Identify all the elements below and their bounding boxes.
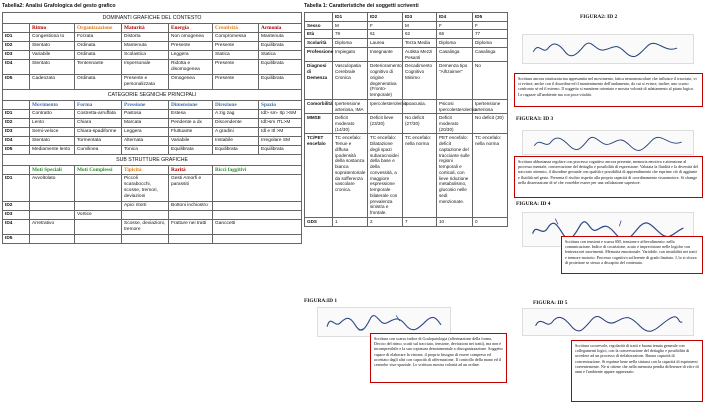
header-row-dominanti <box>3 23 302 33</box>
table-row <box>305 134 508 217</box>
figure-id3-handwriting <box>522 130 694 155</box>
figure-id2-handwriting <box>522 34 694 64</box>
column-header: Ricci faggitivi <box>213 165 302 175</box>
table-cell: Variabile <box>169 137 213 146</box>
row-id: ID5 <box>3 146 30 155</box>
column-header: ID3 <box>403 13 437 22</box>
table-cell: Psicosi Ipercolesterolemia <box>437 99 473 113</box>
table-cell: Autista Mezzi Pesanti <box>403 47 437 61</box>
column-header: Maturità <box>122 23 169 33</box>
table-cell: Stentato <box>30 137 75 146</box>
column-header: Moti Speciali <box>30 165 75 175</box>
table-cell: Deterioramento cognitivo di origine degenerativa (Fronto-temporale) <box>368 62 403 99</box>
table-cell: Vasculopatia Cerebrale Cronica <box>333 62 368 99</box>
table-cell: Equilibrata <box>169 146 213 155</box>
column-header: Tipicità <box>122 165 169 175</box>
table-cell: Laurea <box>368 39 403 48</box>
figure-id2-title: FIGURA2: ID 2 <box>580 14 618 20</box>
table-cell <box>75 202 122 211</box>
table-cell: 1 <box>333 217 368 226</box>
table1-subject-characteristics <box>304 12 508 227</box>
figure-id5-handwriting <box>522 308 694 336</box>
table-cell: Deficit lieve (23/30) <box>368 114 403 134</box>
column-header: Spazio <box>259 100 302 110</box>
table-cell: Ordinata <box>75 75 122 90</box>
row-id: ID4 <box>3 137 30 146</box>
table-cell: Marcata <box>122 119 169 128</box>
row-id: ID5 <box>3 75 30 90</box>
table-cell: Presente <box>213 75 259 90</box>
table-cell: Casalinga <box>437 47 473 61</box>
table-cell: Congestiona to <box>30 33 75 42</box>
row-label: MMSE <box>305 114 333 134</box>
table-row <box>305 99 508 113</box>
table-cell: Impiegato <box>333 47 368 61</box>
table-row <box>3 110 302 119</box>
table-cell: Piccoli scarabocchi, scosse, tremori, deviazioni <box>122 175 169 202</box>
figure-id4-note: Scrittura con tensioni e scarsa SM, tensione e affievolimento: nella comunicazione. Indice di costrizione, acuto e imprecisione nelle logiche con lentezza nei movimenti. Memoria emozionale. Variabile, con instabilità nei tratti e tremore motorio. Processo cognitivo sofferente di grado limitato. L'io si sforza di proiettare se stesso a discapito del contenuto. <box>561 236 703 274</box>
table-cell: Avvoltolato <box>30 175 75 202</box>
table-cell: Omogenea <box>169 75 213 90</box>
table-cell: Instabile <box>213 137 259 146</box>
table-cell: Tormentata <box>75 137 122 146</box>
table-cell: Cadenzato <box>30 75 75 90</box>
table-cell: Equilibrata <box>259 60 302 75</box>
table-cell: 10 <box>437 217 473 226</box>
column-header: Pressione <box>122 100 169 110</box>
table-cell: Fratture nei tratti <box>169 220 213 235</box>
table-cell: Vortice <box>75 211 122 220</box>
table-row <box>3 146 302 155</box>
table-row <box>3 119 302 128</box>
table-cell: 79 <box>333 30 368 39</box>
table-cell: Decadimento Cognitivo Minimo <box>403 62 437 99</box>
table-cell: Presente <box>213 42 259 51</box>
table2-title: Tabella2: Analisi Grafologica del gesto grafico <box>2 3 116 9</box>
table-cell: Deficit moderato (20/30) <box>437 114 473 134</box>
table-cell: F <box>473 21 508 30</box>
row-label: Professione <box>305 47 333 61</box>
table-row <box>3 51 302 60</box>
section-sub-strutture <box>3 155 302 166</box>
section-dominanti <box>3 13 302 24</box>
table-row <box>305 39 508 48</box>
column-header: Rarità <box>169 165 213 175</box>
figure-id1-title: FIGURA:ID 1 <box>304 298 338 304</box>
table1-title: Tabella 1: Caratteristiche dei soggetti scriventi <box>304 3 419 9</box>
table-cell: Leggera <box>122 128 169 137</box>
figure-id3-note: Scrittura abbastanza regolare con processo cognitivo ancora presente, memoria emotiva e attenzione al processo mentale, conservazione del dettaglio e possibilità di espressione. Valutata la fluidità e la diversità del tracciato ottenuto, il disordine gestuale con qualità e possibilità di apprendimento che esprime ciò di aggiunte e fluidità nel gesto. Presenta il rischio rispetto alla propria capacità di coordinamento visuomotore. Si sfrange nella dissertazione di sé che vorrebbe essere per una validazione superiore. <box>514 156 703 198</box>
row-label: Diagnosi di Demenza <box>305 62 333 99</box>
table-cell: Contratto <box>30 110 75 119</box>
row-label: Comorbilità <box>305 99 333 113</box>
row-id: ID1 <box>3 33 30 42</box>
table-cell: TC encefalo: nella norma <box>403 134 437 217</box>
table-cell: Curvilinea <box>75 146 122 155</box>
table-cell: Semi-veloce <box>30 128 75 137</box>
column-header: Organizzazione <box>75 23 122 33</box>
column-header: ID2 <box>368 13 403 22</box>
table-cell: Non omogenea <box>169 33 213 42</box>
table-cell: Stentato <box>30 60 75 75</box>
table-cell: Idl> sm- Itp >SM <box>259 110 302 119</box>
table-row <box>305 114 508 134</box>
table-cell: Mediamente lento <box>30 146 75 155</box>
table-cell: PET encefalo: deficit captazione del tracciante sulle regioni temporali e corticali, con lieve riduzione metabolismo, glucosio nelle sedi menzionate. <box>437 134 473 217</box>
column-header: Dimensione <box>169 100 213 110</box>
table-cell: 77 <box>473 30 508 39</box>
table-cell: F <box>437 21 473 30</box>
table-cell: F <box>368 21 403 30</box>
table-cell: Chiara <box>75 119 122 128</box>
header-blank <box>3 23 30 33</box>
figure-id4-title: FIGURA: ID 4 <box>516 201 551 207</box>
table-cell: Casalinga <box>473 47 508 61</box>
table-cell: No deficit (27/30) <box>403 114 437 134</box>
figure-id2-note: Scrittura ancora strutturata ma appesantita nel movimento, fatica neuromuscolare che influisce il tracciato, vi si evince, anche con il disordine ed il mantenimento dell'andamento, da cui si evince, inoltre, uno scarso confronto sé ed il esterno. Il soggetto si mantiene orientato e mostra volontà di adattamento al piano logico. Le ragazze all'ambiente ma con poca vitalità. <box>514 73 703 107</box>
table-cell: 61 <box>368 30 403 39</box>
table-cell: Scosse, deviazioni, tremore <box>122 220 169 235</box>
figure-id1-note: Scrittura con scarso indice di Grafopatologia (affermazione della forma, Deccio del ritmo, scatti sul tracciato, tensione, deviazioni nei tratti), ma non è incompresibile e la sua copiatura denotamentale a disorganizzazione. Soggetto capace di elaborare la visione, il proprio bisogno di essere compreso ed accettato dagli altri con capacità di affermazione. Il controllo della mano ed il centrobo viso-spaziale. Lo scrittura mostra volontà ad un ordine. <box>370 333 507 383</box>
table-cell: Ipertensione arteriosa <box>473 99 508 113</box>
table-cell: Idl e Itl >M <box>259 128 302 137</box>
table-cell <box>30 235 75 244</box>
table-cell: Ordinata <box>75 42 122 51</box>
table-cell: 62 <box>403 30 437 39</box>
table-cell <box>30 202 75 211</box>
row-label: GDS <box>305 217 333 226</box>
column-header: Ritmo <box>30 23 75 33</box>
column-header: ID5 <box>473 13 508 22</box>
table-cell: Gesti Amorfi e parassiti <box>169 175 213 202</box>
table-cell: Presente <box>169 42 213 51</box>
table-cell: A zig zag <box>213 110 259 119</box>
table-cell: Statica <box>259 51 302 60</box>
header-blank <box>3 165 30 175</box>
table-cell: Demenza tipo "Alhzaimer" <box>437 62 473 99</box>
row-id: ID3 <box>3 128 30 137</box>
table-row <box>3 202 302 211</box>
table-row <box>305 62 508 99</box>
row-id: ID3 <box>3 211 30 220</box>
table-cell: Ridotta e disomogenea <box>169 60 213 75</box>
table-row <box>3 211 302 220</box>
figure-id5-title: FIGURA: ID 5 <box>533 300 568 306</box>
row-label: Sesso <box>305 21 333 30</box>
table-cell: Ipertensione arteriosa, IMA <box>333 99 368 113</box>
table-cell <box>169 211 213 220</box>
table-cell: Mantenuta <box>259 33 302 42</box>
table-cell: Lento <box>30 119 75 128</box>
header-row-sub-strutture <box>3 165 302 175</box>
row-label: TC/PET encefalo <box>305 134 333 217</box>
table-cell: Diploma <box>333 39 368 48</box>
table-cell: Terza Media <box>403 39 437 48</box>
table-cell: Diploma <box>437 39 473 48</box>
table-cell: Discendente <box>213 119 259 128</box>
table-cell: Pendente a dx <box>169 119 213 128</box>
table-cell: Forzata <box>75 33 122 42</box>
table-cell: TC encefalo: Tenue e diffusa ipodensità della sostanza bianca sopratentoriale da sofferenza vascolare cronica. <box>333 134 368 217</box>
table-cell: A gradini <box>213 128 259 137</box>
table-cell: Pastosa <box>122 110 169 119</box>
table-cell: Distorta <box>122 33 169 42</box>
table-row <box>305 47 508 61</box>
row-id: ID1 <box>3 175 30 202</box>
table-cell: M <box>403 21 437 30</box>
table-cell: Costretta-arruffata <box>75 110 122 119</box>
table-cell: Impersonale <box>122 60 169 75</box>
table-cell: Statica <box>213 51 259 60</box>
section-categorie <box>3 90 302 101</box>
column-header <box>305 13 333 22</box>
table-cell: Equilibrata <box>213 146 259 155</box>
table-row <box>3 75 302 90</box>
table-cell: Leggera <box>169 51 213 60</box>
table-row <box>3 220 302 235</box>
table-cell: 7 <box>403 217 437 226</box>
table-cell: Compromessa <box>213 33 259 42</box>
table-cell: Variabile <box>30 51 75 60</box>
table-cell <box>213 202 302 211</box>
table-cell: Presente <box>213 60 259 75</box>
table-cell: Ipercolesterolemia <box>368 99 403 113</box>
table-cell <box>30 211 75 220</box>
table-cell: Chiara-spadiforme <box>75 128 122 137</box>
header-row <box>305 13 508 22</box>
table-row <box>305 217 508 226</box>
table-row <box>305 21 508 30</box>
row-label: Scolarità <box>305 39 333 48</box>
table-row <box>3 137 302 146</box>
table-row <box>3 235 302 244</box>
table-cell: 2 <box>368 217 403 226</box>
column-header: Forma <box>75 100 122 110</box>
table-cell: Arretrativo <box>30 220 75 235</box>
table-cell <box>213 211 302 220</box>
table-cell <box>122 211 169 220</box>
table-cell: Diploma <box>473 39 508 48</box>
table-cell: 0 <box>473 217 508 226</box>
table-cell: Idl>sm ITL>M <box>259 119 302 128</box>
column-header: Armonia <box>259 23 302 33</box>
table-cell: No deficit (30) <box>473 114 508 134</box>
table-cell: M <box>333 21 368 30</box>
table-row <box>305 30 508 39</box>
table-cell: Fluttuante <box>169 128 213 137</box>
table-cell <box>213 235 302 244</box>
table-cell: Deficit moderato (14/30) <box>333 114 368 134</box>
table-cell: 66 <box>437 30 473 39</box>
column-header: Direzione <box>213 100 259 110</box>
column-header: Energia <box>169 23 213 33</box>
section-dominanti-label: DOMINANTI GRAFICHE DEL CONTESTO <box>3 13 302 24</box>
row-id: ID2 <box>3 119 30 128</box>
column-header: ID1 <box>333 13 368 22</box>
table-cell: Presente e personalizzata <box>122 75 169 90</box>
table-cell: Ipoacusia. <box>403 99 437 113</box>
table2-graphological-analysis <box>2 12 302 244</box>
table-cell: Scolastica <box>122 51 169 60</box>
table-cell: Bottoni inchiostro <box>169 202 213 211</box>
table-cell <box>75 175 122 202</box>
table-cell: No <box>473 62 508 99</box>
table-row <box>3 175 302 202</box>
header-row-categorie <box>3 100 302 110</box>
column-header: ID4 <box>437 13 473 22</box>
table-cell: TC encefalo: nella norma <box>473 134 508 217</box>
table-cell: Ganccetti <box>213 220 302 235</box>
row-id: ID1 <box>3 110 30 119</box>
row-id: ID2 <box>3 202 30 211</box>
row-id: ID3 <box>3 51 30 60</box>
table-cell: Estesa <box>169 110 213 119</box>
section-categorie-label: CATEGORIE SEGNICHE PRINCIPALI <box>3 90 302 101</box>
table-row <box>3 60 302 75</box>
table-cell: Equilibrata <box>259 146 302 155</box>
table-cell: Apici ritorti <box>122 202 169 211</box>
column-header: Moti Complessi <box>75 165 122 175</box>
table-cell <box>169 235 213 244</box>
column-header: Creatività <box>213 23 259 33</box>
row-id: ID2 <box>3 42 30 51</box>
table-cell: Insegnante <box>368 47 403 61</box>
table-cell: Equilibrata <box>259 75 302 90</box>
table-cell: Equilibrata <box>259 42 302 51</box>
table-cell: Ordinata <box>75 51 122 60</box>
table-cell: Tentennante <box>75 60 122 75</box>
table-cell: Mantenuta <box>122 42 169 51</box>
row-id: ID4 <box>3 60 30 75</box>
row-id: ID4 <box>3 220 30 235</box>
row-label: Età <box>305 30 333 39</box>
table-cell <box>122 235 169 244</box>
table-row <box>3 33 302 42</box>
table-cell: Tonica <box>122 146 169 155</box>
column-header: Movimento <box>30 100 75 110</box>
table-row <box>3 42 302 51</box>
table-cell <box>213 175 302 202</box>
section-sub-strutture-label: SUB STRUTTURE GRAFICHE <box>3 155 302 166</box>
table-cell <box>75 235 122 244</box>
table-cell: Alternata <box>122 137 169 146</box>
table-cell <box>75 220 122 235</box>
figure-id5-note: Scrittura scorrevole, regolarità di tratti e buona tenuta generale con collegamenti logici, con la conservazione del dettaglio e possibilità di accedere ad un processo di rielaborazione. Buona capacità di concentrazione. Si esprime bene nella sintassi con la capacità di esprimersi coerentemente. Ne si ritiene che nella memoria pendia differenze di età e di anni e l'ambiente appare apprezzato. <box>571 340 703 402</box>
table-row <box>3 128 302 137</box>
figure-id3-title: FIGURA3: ID 3 <box>516 116 554 122</box>
row-id: ID5 <box>3 235 30 244</box>
header-blank <box>3 100 30 110</box>
table-cell: TC encefalo: Dilatazione degli spazi subaracnoidei della base e della convessità, a maggiore espressione temporale bilaterale con prevalenza sinistra e frontale. <box>368 134 403 217</box>
table-cell: Irregolare SM <box>259 137 302 146</box>
table-cell: Stentato <box>30 42 75 51</box>
